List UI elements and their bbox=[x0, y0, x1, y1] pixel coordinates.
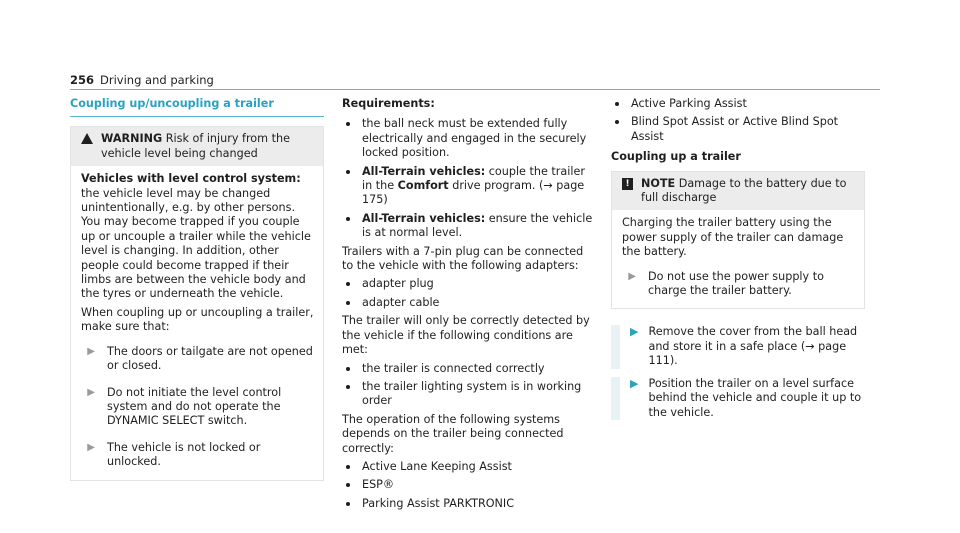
arrow-icon: ▶ bbox=[87, 441, 95, 453]
warning-step: ▶ The vehicle is not locked or unlocked. bbox=[81, 439, 315, 472]
bullet-icon bbox=[346, 385, 350, 389]
bullet-icon bbox=[346, 122, 350, 126]
warning-lead-text: the vehicle level may be changed unintentionally, e.g. by other persons. You may become trapped if you couple up or uncouple a trailer while the vehicle level is changing. In addition, other people could become trapped if their limbs are between the vehicle body and the tyres or underneath the vehicle. bbox=[81, 186, 311, 301]
page-number: 256 bbox=[70, 73, 95, 87]
bullet-icon bbox=[615, 102, 619, 106]
bullet-icon bbox=[346, 367, 350, 371]
list-item: the trailer is connected correctly bbox=[342, 362, 596, 376]
note-label: NOTE bbox=[641, 176, 676, 190]
bullet-icon bbox=[346, 465, 350, 469]
column-2 bbox=[342, 97, 596, 515]
bullet-icon bbox=[346, 301, 350, 305]
page-header bbox=[70, 73, 214, 87]
warning-box bbox=[70, 126, 324, 480]
warning-triangle-icon bbox=[81, 133, 93, 144]
arrow-icon: ▶ bbox=[630, 376, 639, 390]
adapters-para: Trailers with a 7-pin plug can be connected to the vehicle with the following adapters: bbox=[342, 244, 584, 273]
warning-para: When coupling up or uncoupling a trailer, make sure that: bbox=[81, 305, 314, 334]
column-1 bbox=[70, 97, 324, 481]
section-title: Driving and parking bbox=[100, 73, 214, 87]
list-item: adapter cable bbox=[342, 296, 596, 310]
list-item: the ball neck must be extended fully electrically and engaged in the securely locked position. bbox=[342, 117, 596, 160]
note-step: ▶ Do not use the power supply to charge the trailer battery. bbox=[622, 268, 856, 301]
requirements-heading: Requirements: bbox=[342, 97, 435, 110]
warning-body bbox=[71, 166, 323, 479]
instruction-step: ▶ Position the trailer on a level surface behind the vehicle and couple it up to the vehicle. bbox=[611, 377, 865, 420]
section-heading: Coupling up/uncoupling a trailer bbox=[70, 97, 324, 117]
list-item: All-Terrain vehicles: ensure the vehicle is at normal level. bbox=[342, 212, 596, 241]
bullet-icon bbox=[346, 483, 350, 487]
arrow-icon: ▶ bbox=[628, 270, 636, 282]
bullet-icon bbox=[615, 120, 619, 124]
list-item: Parking Assist PARKTRONIC bbox=[342, 497, 596, 511]
list-item: All-Terrain vehicles: couple the trailer in the Comfort drive program. (→ page 175) bbox=[342, 165, 596, 208]
warning-label: WARNING bbox=[101, 132, 163, 146]
instruction-step: ▶ Remove the cover from the ball head and store it in a safe place (→ page 111). bbox=[611, 325, 865, 368]
list-item: Active Parking Assist bbox=[611, 97, 865, 111]
list-item: adapter plug bbox=[342, 277, 596, 291]
warning-lead-bold: Vehicles with level control system: bbox=[81, 172, 301, 186]
list-item: Active Lane Keeping Assist bbox=[342, 460, 596, 474]
list-item: Blind Spot Assist or Active Blind Spot Assist bbox=[611, 115, 865, 144]
exclamation-icon: ! bbox=[622, 178, 633, 190]
note-para: Charging the trailer battery using the power supply of the trailer can damage the battery. bbox=[622, 216, 844, 259]
note-header bbox=[612, 172, 864, 211]
arrow-icon: ▶ bbox=[630, 325, 639, 339]
detect-para: The trailer will only be correctly detected by the vehicle if the following conditions are met: bbox=[342, 314, 590, 357]
warning-step: ▶ The doors or tailgate are not opened or closed. bbox=[81, 343, 315, 376]
list-item: ESP® bbox=[342, 478, 596, 492]
note-body bbox=[612, 210, 864, 308]
bullet-icon bbox=[346, 502, 350, 506]
note-text: Damage to the battery due to full discharge bbox=[641, 176, 847, 205]
column-3 bbox=[611, 97, 865, 428]
list-item: the trailer lighting system is in working order bbox=[342, 380, 596, 409]
bullet-icon bbox=[346, 170, 350, 174]
warning-step: ▶ Do not initiate the level control system and do not operate the DYNAMIC SELECT switch. bbox=[81, 384, 315, 431]
note-box bbox=[611, 171, 865, 310]
header-rule bbox=[70, 89, 880, 90]
arrow-icon: ▶ bbox=[87, 345, 95, 357]
warning-text: Risk of injury from the vehicle level being changed bbox=[101, 132, 290, 160]
systems-para: The operation of the following systems depends on the trailer being connected correctly: bbox=[342, 412, 564, 455]
arrow-icon: ▶ bbox=[87, 386, 95, 398]
warning-header bbox=[71, 127, 323, 166]
coupling-heading: Coupling up a trailer bbox=[611, 150, 741, 164]
bullet-icon bbox=[346, 282, 350, 286]
bullet-icon bbox=[346, 217, 350, 221]
